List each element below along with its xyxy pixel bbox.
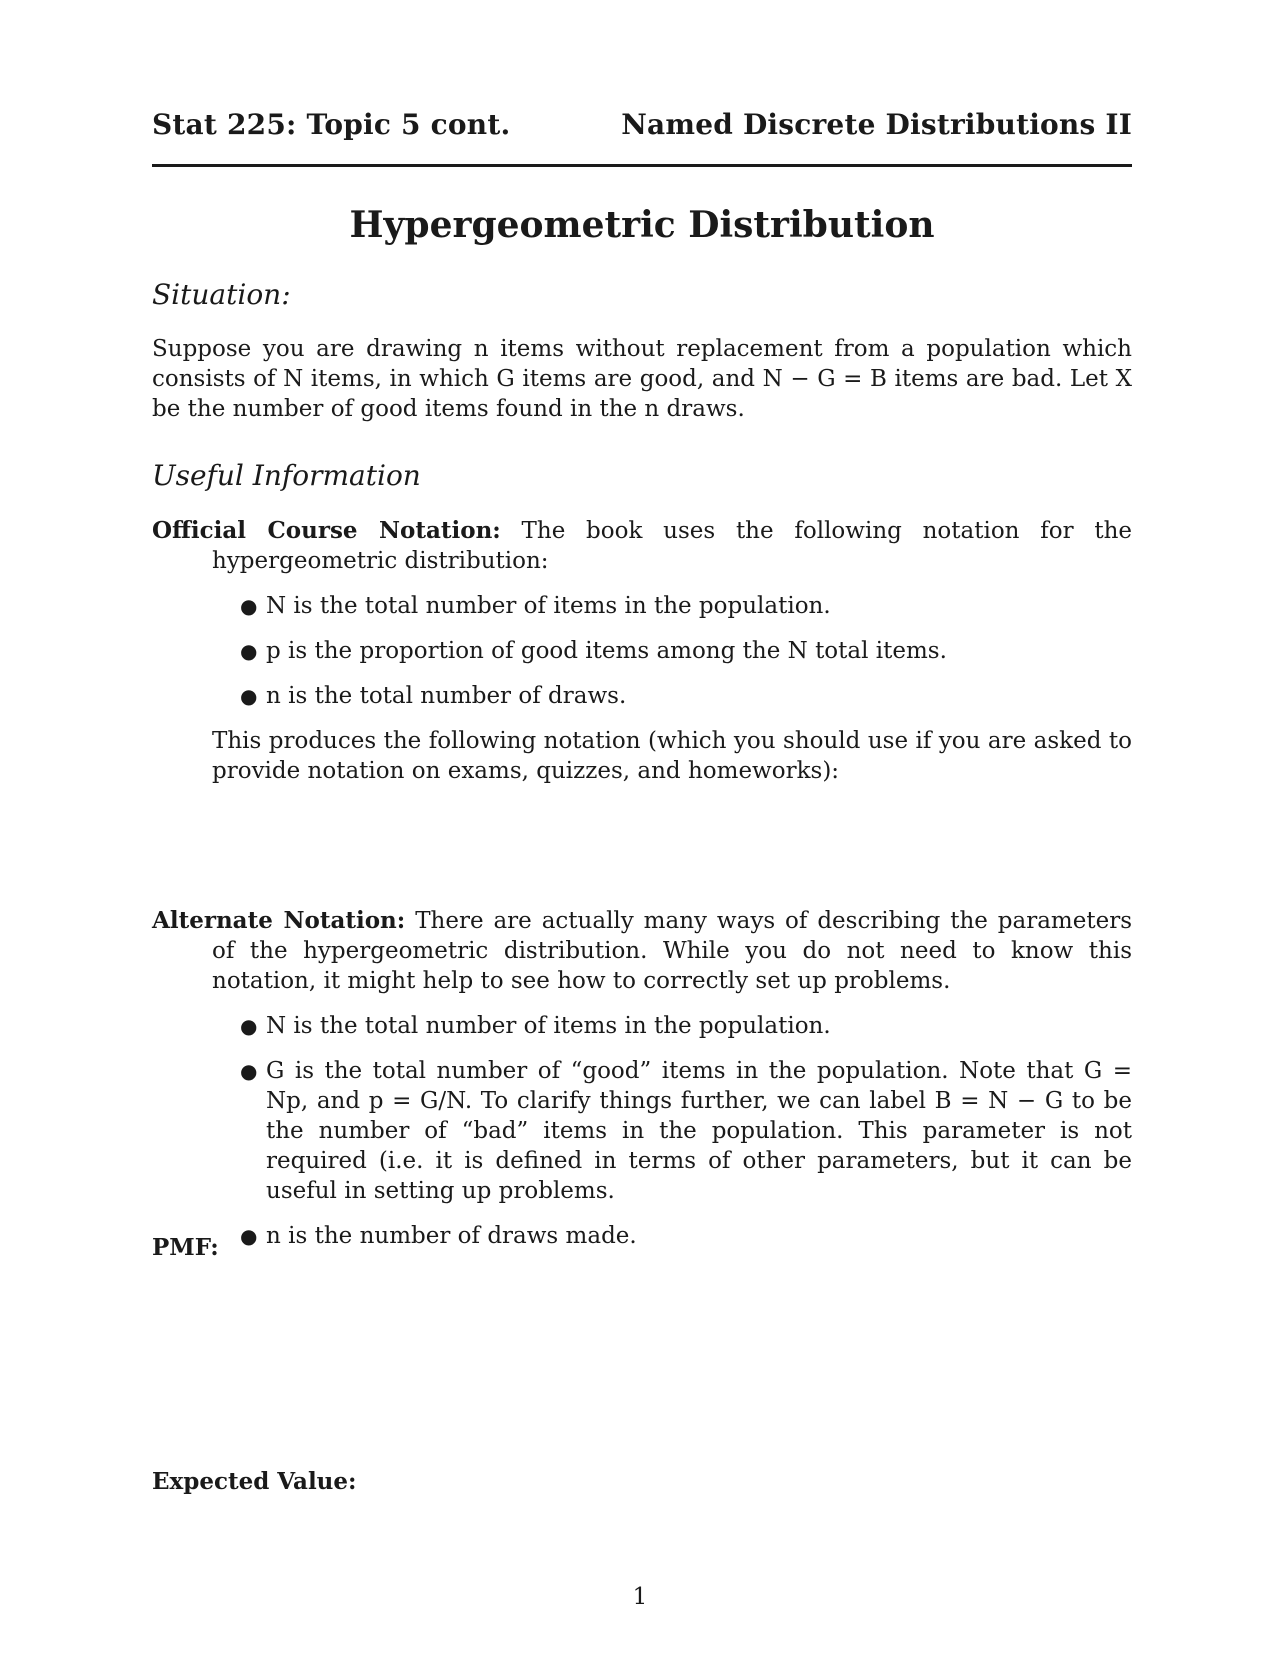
expected-value-label: Expected Value: [152,1468,357,1495]
page-title: Hypergeometric Distribution [349,204,935,246]
bullet-icon: ● [240,639,258,663]
header-rule [152,164,1132,167]
running-header [152,108,1132,141]
pmf-label: PMF: [152,1234,219,1261]
alternate-notation-block [152,906,1132,1251]
alternate-notation-intro [152,906,1132,996]
situation-paragraph: Suppose you are drawing n items without replacement from a population which consists of N items, in which G items are good, and N − G = B items are bad. Let X be the number of good items found in the n draws. [152,336,1132,422]
header-right: Named Discrete Distributions II [621,108,1132,141]
official-notation-block [152,516,1132,786]
bullet-icon: ● [240,1014,258,1038]
list-item: ● n is the number of draws made. [240,1223,637,1249]
official-notation-intro-text: The book uses the following notation for the hypergeometric distribution: [212,518,1132,574]
list-item: ● n is the total number of draws. [240,683,627,709]
list-item: ● p is the proportion of good items among the N total items. [240,638,947,664]
official-notation-after: This produces the following notation (which you should use if you are asked to provide notation on exams, quizzes, and homeworks): [212,728,1132,784]
bullet-icon: ● [240,594,258,618]
list-item: ● N is the total number of items in the population. [240,1013,831,1039]
bullet-icon: ● [240,684,258,708]
official-notation-term: Official Course Notation: [152,517,501,544]
bullet-icon: ● [240,1224,258,1248]
situation-heading: Situation: [152,278,291,311]
official-notation-list [152,591,1132,711]
alternate-notation-intro-text: There are actually many ways of describing the parameters of the hypergeometric distribution. While you do not need to know this notation, it might help to see how to correctly set up problems. [212,908,1133,994]
header-left: Stat 225: Topic 5 cont. [152,108,511,141]
alternate-notation-list [152,1011,1132,1251]
alternate-notation-term: Alternate Notation: [152,907,406,934]
bullet-icon: ● [240,1059,258,1083]
list-item: ● N is the total number of items in the population. [240,593,831,619]
page-number: 1 [632,1584,648,1610]
useful-information-heading: Useful Information [152,459,421,492]
list-item: ● G is the total number of “good” items in the population. Note that G = Np, and p = G/N. To clarify things further, we can label B = N − G to be the number of “bad” items in the population. This parameter is not required (i.e. it is defined in terms of other parameters, but it can be useful in setting up problems. [240,1058,1132,1204]
official-notation-intro [152,516,1132,576]
